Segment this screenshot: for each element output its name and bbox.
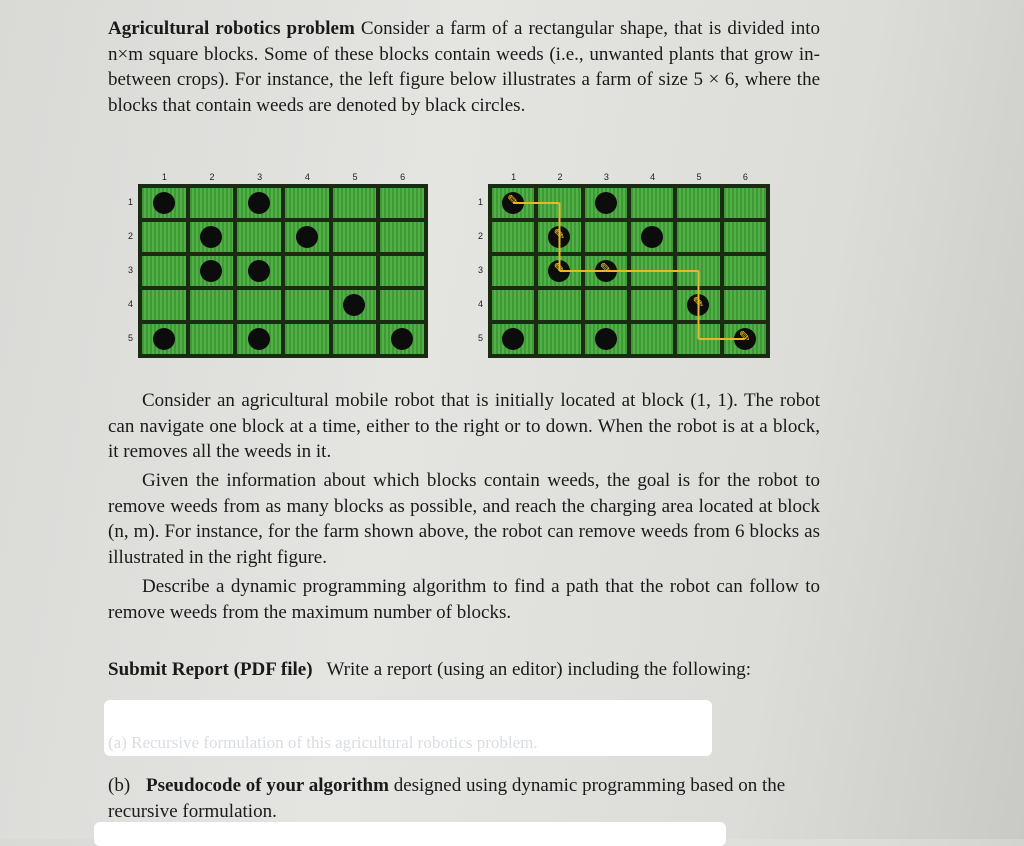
farm-cell xyxy=(538,222,580,252)
farm-cell xyxy=(237,256,281,286)
intro-paragraph xyxy=(108,16,820,118)
farm-cell xyxy=(631,290,673,320)
farm-cell xyxy=(333,256,377,286)
farm-cell xyxy=(631,188,673,218)
farm-cell xyxy=(190,290,234,320)
farm-cell xyxy=(631,324,673,354)
farm-cell xyxy=(724,256,766,286)
farm-cell xyxy=(677,256,719,286)
column-label: 1 xyxy=(161,172,167,182)
farm-cell xyxy=(724,290,766,320)
farm-cell xyxy=(285,188,329,218)
farm-cell xyxy=(190,188,234,218)
row-label: 5 xyxy=(128,333,134,343)
weed-marker xyxy=(248,192,270,214)
farm-cell xyxy=(538,324,580,354)
farm-cell xyxy=(492,290,534,320)
body-paragraph-1: Consider an agricultural mobile robot that is initially located at block (1, 1). The robot can navigate one block at a time, either to the right or to down. When the robot is at a block, it removes all the weeds in it. xyxy=(108,390,820,462)
weed-marker xyxy=(595,192,617,214)
column-label: 3 xyxy=(603,172,609,182)
column-label: 4 xyxy=(304,172,310,182)
farm-cell xyxy=(724,222,766,252)
left-farm-figure xyxy=(120,172,430,358)
farm-cell xyxy=(190,222,234,252)
farm-cell xyxy=(333,290,377,320)
farm-cell xyxy=(380,256,424,286)
farm-cell xyxy=(724,188,766,218)
farm-cell xyxy=(380,222,424,252)
column-label: 3 xyxy=(257,172,263,182)
farm-cell xyxy=(380,188,424,218)
right-farm-grid xyxy=(488,184,770,358)
column-label: 2 xyxy=(209,172,215,182)
row-label: 1 xyxy=(128,197,134,207)
weed-marker xyxy=(153,192,175,214)
redaction-box-2 xyxy=(94,822,726,846)
row-label: 3 xyxy=(128,265,134,275)
farm-cell xyxy=(237,324,281,354)
farm-cell xyxy=(492,324,534,354)
row-label: 4 xyxy=(478,299,484,309)
row-label: 2 xyxy=(128,231,134,241)
column-label: 5 xyxy=(352,172,358,182)
weed-removed-marker xyxy=(548,260,570,282)
farm-cell xyxy=(142,222,186,252)
farm-cell xyxy=(677,188,719,218)
weed-marker xyxy=(248,260,270,282)
row-label: 1 xyxy=(478,197,484,207)
item-b-bold: Pseudocode of your algorithm xyxy=(146,775,389,796)
weed-removed-marker xyxy=(687,294,709,316)
weed-marker xyxy=(200,226,222,248)
weed-marker xyxy=(200,260,222,282)
submit-heading: Submit Report (PDF file) xyxy=(108,659,313,680)
submit-paragraph xyxy=(108,657,820,683)
farm-cell xyxy=(585,188,627,218)
column-label: 1 xyxy=(511,172,517,182)
weed-marker xyxy=(153,328,175,350)
intro-heading: Agricultural robotics problem xyxy=(108,18,355,39)
weed-marker xyxy=(641,226,663,248)
weed-marker xyxy=(391,328,413,350)
farm-cell xyxy=(237,222,281,252)
weed-removed-marker xyxy=(502,192,524,214)
item-b-label: (b) xyxy=(108,775,131,796)
weed-marker xyxy=(502,328,524,350)
farm-cell xyxy=(142,256,186,286)
row-label: 2 xyxy=(478,231,484,241)
column-label: 2 xyxy=(557,172,563,182)
left-farm-grid xyxy=(138,184,428,358)
submit-text: Write a report (using an editor) including the following: xyxy=(326,659,752,680)
farm-cell xyxy=(237,188,281,218)
row-label: 5 xyxy=(478,333,484,343)
weed-marker xyxy=(248,328,270,350)
item-b-text: designed using dynamic programming based on the recursive formulation. xyxy=(108,775,786,822)
farm-cell xyxy=(677,324,719,354)
weed-removed-marker xyxy=(548,226,570,248)
farm-cell xyxy=(492,188,534,218)
farm-cell xyxy=(142,290,186,320)
farm-cell xyxy=(333,222,377,252)
body-paragraph-2: Given the information about which blocks contain weeds, the goal is for the robot to remove weeds from as many blocks as possible, and reach the charging area located at block (n, m). For instance, for the farm shown above, the robot can remove weeds from 6 blocks as illustrated in the right figure. xyxy=(108,470,820,568)
farm-cell xyxy=(585,324,627,354)
farm-cell xyxy=(380,324,424,354)
right-farm-figure xyxy=(474,172,774,358)
farm-cell xyxy=(538,256,580,286)
farm-cell xyxy=(142,324,186,354)
farm-cell xyxy=(142,188,186,218)
farm-cell xyxy=(190,324,234,354)
farm-cell xyxy=(585,256,627,286)
farm-cell xyxy=(492,222,534,252)
column-label: 6 xyxy=(400,172,406,182)
farm-cell xyxy=(333,324,377,354)
weed-removed-marker xyxy=(734,328,756,350)
farm-cell xyxy=(585,222,627,252)
row-label: 4 xyxy=(128,299,134,309)
column-label: 6 xyxy=(742,172,748,182)
farm-cell xyxy=(677,222,719,252)
farm-cell xyxy=(724,324,766,354)
farm-cell xyxy=(285,324,329,354)
item-a-faded: (a) Recursive formulation of this agricultural robotics problem. xyxy=(108,733,538,752)
farm-cell xyxy=(538,290,580,320)
body-paragraph-3: Describe a dynamic programming algorithm to find a path that the robot can follow to remove weeds from the maximum number of blocks. xyxy=(108,576,820,623)
farm-cell xyxy=(333,188,377,218)
farm-cell xyxy=(585,290,627,320)
weed-marker xyxy=(343,294,365,316)
farm-cell xyxy=(285,222,329,252)
weed-removed-marker xyxy=(595,260,617,282)
column-label: 4 xyxy=(650,172,656,182)
farm-cell xyxy=(380,290,424,320)
weed-marker xyxy=(296,226,318,248)
farm-cell xyxy=(631,256,673,286)
intro-text: Consider a farm of a rectangular shape, that is divided into n×m square blocks. Some of these blocks contain weeds (i.e., unwanted plants that grow in-between crops). For instance, the left figure below illustrates a farm of size 5 × 6, where the blocks that contain weeds are denoted by black circles. xyxy=(108,18,820,116)
row-label: 3 xyxy=(478,265,484,275)
item-b xyxy=(108,773,820,824)
farm-cell xyxy=(190,256,234,286)
farm-cell xyxy=(631,222,673,252)
farm-cell xyxy=(492,256,534,286)
column-label: 5 xyxy=(696,172,702,182)
farm-cell xyxy=(237,290,281,320)
farm-cell xyxy=(285,256,329,286)
weed-marker xyxy=(595,328,617,350)
farm-cell xyxy=(285,290,329,320)
farm-cell xyxy=(538,188,580,218)
farm-cell xyxy=(677,290,719,320)
